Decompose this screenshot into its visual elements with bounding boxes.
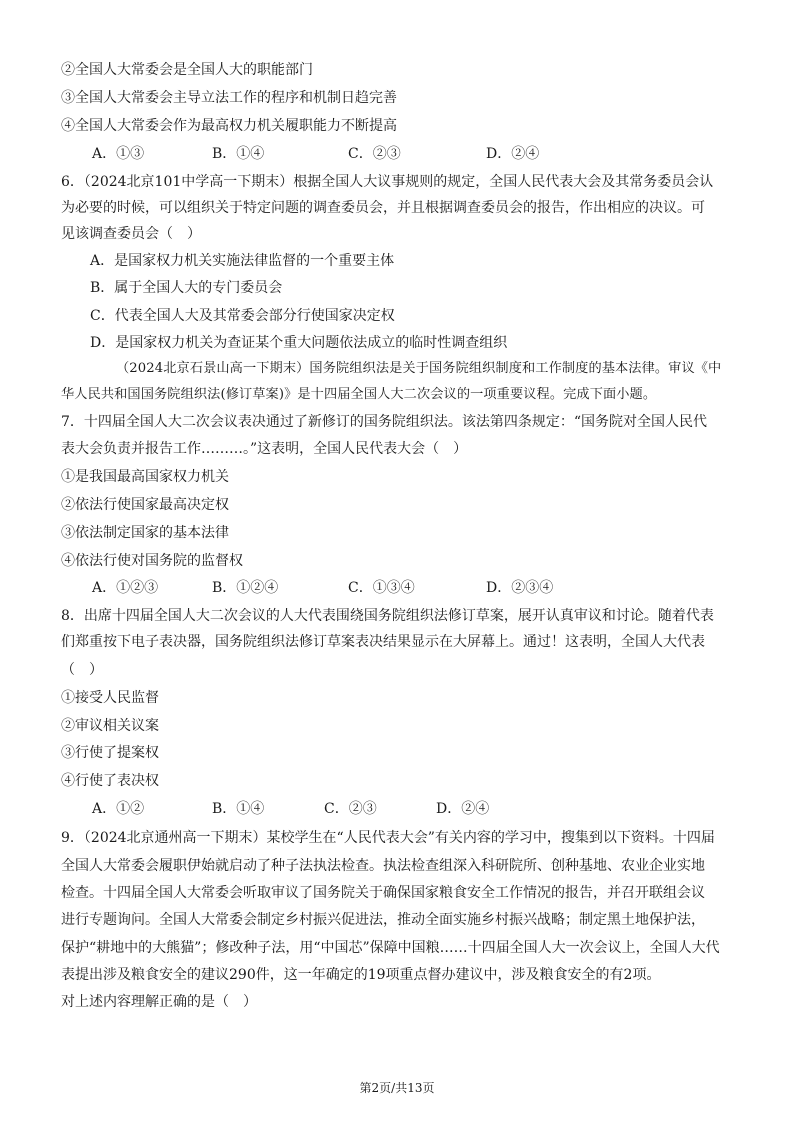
q6-option-a: A．是国家权力机关实施法律监督的一个重要主体 — [90, 253, 395, 269]
q9-stem-line-2: 全国人大常委会履职伊始就启动了种子法执法检查。执法检查组深入科研院所、创种基地、农业企业实地 — [61, 858, 705, 874]
q8-stem-line-1: 8．出席十四届全国人大二次会议的人大代表围绕国务院组织法修订草案，展开认真审议和讨论。随着代表 — [61, 608, 714, 624]
q5-option-b: B．①④ — [212, 146, 265, 162]
q8-option-b: B．①④ — [212, 801, 265, 817]
q5-option-d: D．②④ — [486, 146, 540, 162]
q6-option-d: D．是国家权力机关为查证某个重大问题依法成立的临时性调查组织 — [90, 335, 508, 351]
q6-stem-line-1: 6．（2024北京101中学高一下期末）根据全国人大议事规则的规定，全国人民代表大会及其常务委员会认 — [61, 174, 714, 190]
q7-option-c: C．①③④ — [348, 580, 415, 596]
q9-stem-line-1: 9．（2024北京通州高一下期末）某校学生在“人民代表大会”有关内容的学习中，搜集到以下资料。十四届 — [61, 830, 715, 846]
q8-item-3: ③行使了提案权 — [61, 745, 159, 761]
q7-option-b: B．①②④ — [212, 580, 279, 596]
q8-item-2: ②审议相关议案 — [61, 718, 159, 734]
q9-stem-line-4: 进行专题询问。全国人大常委会制定乡村振兴促进法，推动全面实施乡村振兴战略；制定黑土地保护法， — [61, 912, 705, 928]
q9-stem-line-6: 表提出涉及粮食安全的建议290件，这一年确定的19项重点督办建议中，涉及粮食安全的有2项。 — [61, 967, 661, 983]
q5-option-c: C．②③ — [348, 146, 401, 162]
q7-option-a: A．①②③ — [92, 580, 159, 596]
group-intro-line-2: 华人民共和国国务院组织法(修订草案)》是十四届全国人大二次会议的一项重要议程。完成下面小题。 — [61, 387, 657, 402]
q8-stem-line-3: （ ） — [61, 662, 103, 678]
q7-item-4: ④依法行使对国务院的监督权 — [61, 553, 243, 569]
page-number-footer: 第2页/共13页 — [359, 1081, 435, 1095]
q8-item-1: ①接受人民监督 — [61, 690, 159, 706]
q7-item-1: ①是我国最高国家权力机关 — [61, 469, 229, 485]
q7-item-3: ③依法制定国家的基本法律 — [61, 525, 229, 541]
q5-option-a: A．①③ — [92, 146, 145, 162]
q5-item-4: ④全国人大常委会作为最高权力机关履职能力不断提高 — [61, 118, 397, 134]
q9-stem-line-5: 保护“耕地中的大熊猫”；修改种子法，用“中国芯”保障中国粮……十四届全国人大一次会议上，全国人大代 — [61, 940, 720, 956]
q8-stem-line-2: 们郑重按下电子表决器，国务院组织法修订草案表决结果显示在大屏幕上。通过！这表明，全国人大代表 — [61, 634, 705, 650]
q5-item-2: ②全国人大常委会是全国人大的职能部门 — [61, 62, 313, 78]
q7-stem-line-2: 表大会负责并报告工作………。”这表明，全国人民代表大会（ ） — [61, 441, 468, 457]
q6-option-c: C．代表全国人大及其常委会部分行使国家决定权 — [90, 308, 395, 324]
q8-option-c: C．②③ — [324, 801, 377, 817]
q5-item-3: ③全国人大常委会主导立法工作的程序和机制日趋完善 — [61, 90, 397, 106]
q7-option-d: D．②③④ — [486, 580, 554, 596]
group-intro-line-1: （2024北京石景山高一下期末）国务院组织法是关于国务院组织制度和工作制度的基本法律。审议《中 — [116, 361, 722, 376]
q8-item-4: ④行使了表决权 — [61, 773, 159, 789]
q8-option-d: D．②④ — [436, 801, 490, 817]
q6-stem-line-3: 见该调查委员会（ ） — [61, 226, 201, 242]
q7-stem-line-1: 7．十四届全国人大二次会议表决通过了新修订的国务院组织法。该法第四条规定：“国务院对全国人民代 — [61, 414, 708, 430]
q6-stem-line-2: 为必要的时候，可以组织关于特定问题的调查委员会，并且根据调查委员会的报告，作出相应的决议。可 — [61, 200, 705, 216]
q6-option-b: B．属于全国人大的专门委员会 — [90, 280, 283, 296]
q7-item-2: ②依法行使国家最高决定权 — [61, 497, 229, 513]
q8-option-a: A．①② — [92, 801, 145, 817]
q9-stem-line-7: 对上述内容理解正确的是（ ） — [61, 994, 257, 1010]
q9-stem-line-3: 检查。十四届全国人大常委会听取审议了国务院关于确保国家粮食安全工作情况的报告，并召开联组会议 — [61, 885, 705, 901]
